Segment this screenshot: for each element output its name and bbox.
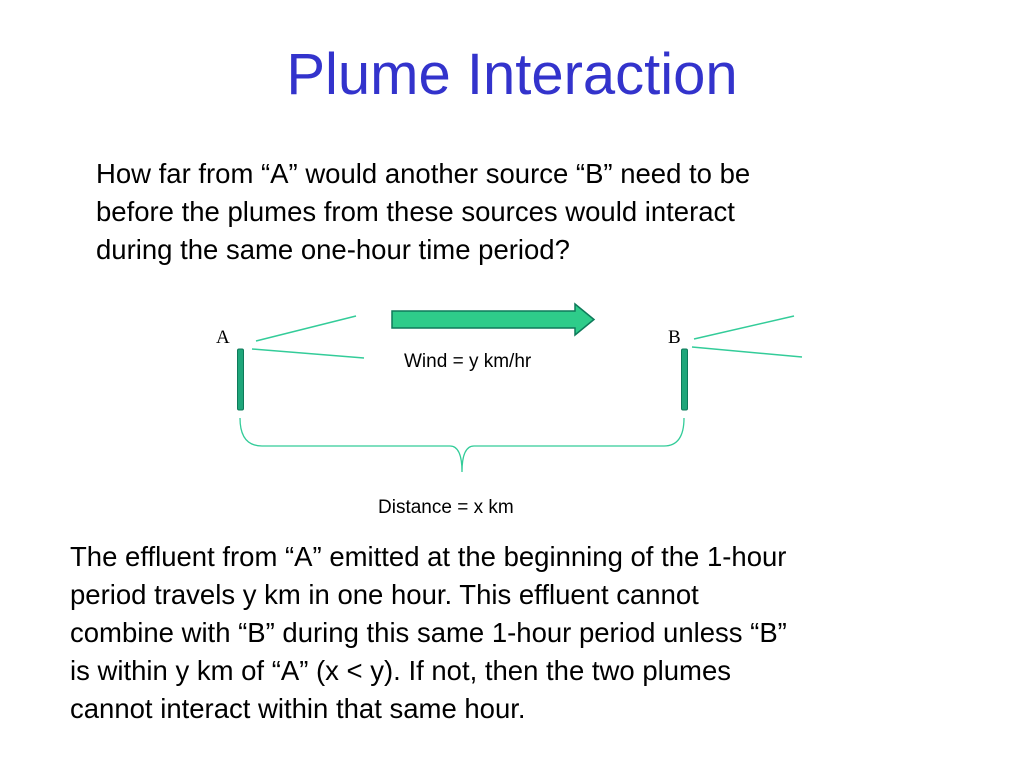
explanation-line: is within y km of “A” (x < y). If not, then the two plumes (70, 655, 731, 686)
question-line: before the plumes from these sources would interact (96, 196, 735, 227)
question-text (96, 155, 956, 269)
distance-brace (240, 418, 684, 472)
explanation-line: cannot interact within that same hour. (70, 693, 526, 724)
plume-b-upper-edge (694, 316, 794, 339)
source-b-label: B (668, 327, 681, 348)
plume-a-lower-edge (252, 349, 364, 358)
stack-a (238, 349, 244, 410)
wind-label: Wind = y km/hr (404, 351, 532, 372)
explanation-line: combine with “B” during this same 1-hour period unless “B” (70, 617, 787, 648)
slide-title: Plume Interaction (286, 42, 738, 107)
source-a-label: A (216, 327, 230, 348)
explanation-line: period travels y km in one hour. This effluent cannot (70, 579, 699, 610)
plume-b-lower-edge (692, 347, 802, 357)
wind-arrow-icon (392, 304, 594, 335)
distance-label: Distance = x km (378, 497, 514, 518)
question-line: during the same one-hour time period? (96, 234, 570, 265)
stack-b (682, 349, 688, 410)
question-line: How far from “A” would another source “B” need to be (96, 158, 751, 189)
plume-a-upper-edge (256, 316, 356, 341)
explanation-line: The effluent from “A” emitted at the beginning of the 1-hour (70, 541, 787, 572)
explanation-text (70, 538, 990, 728)
